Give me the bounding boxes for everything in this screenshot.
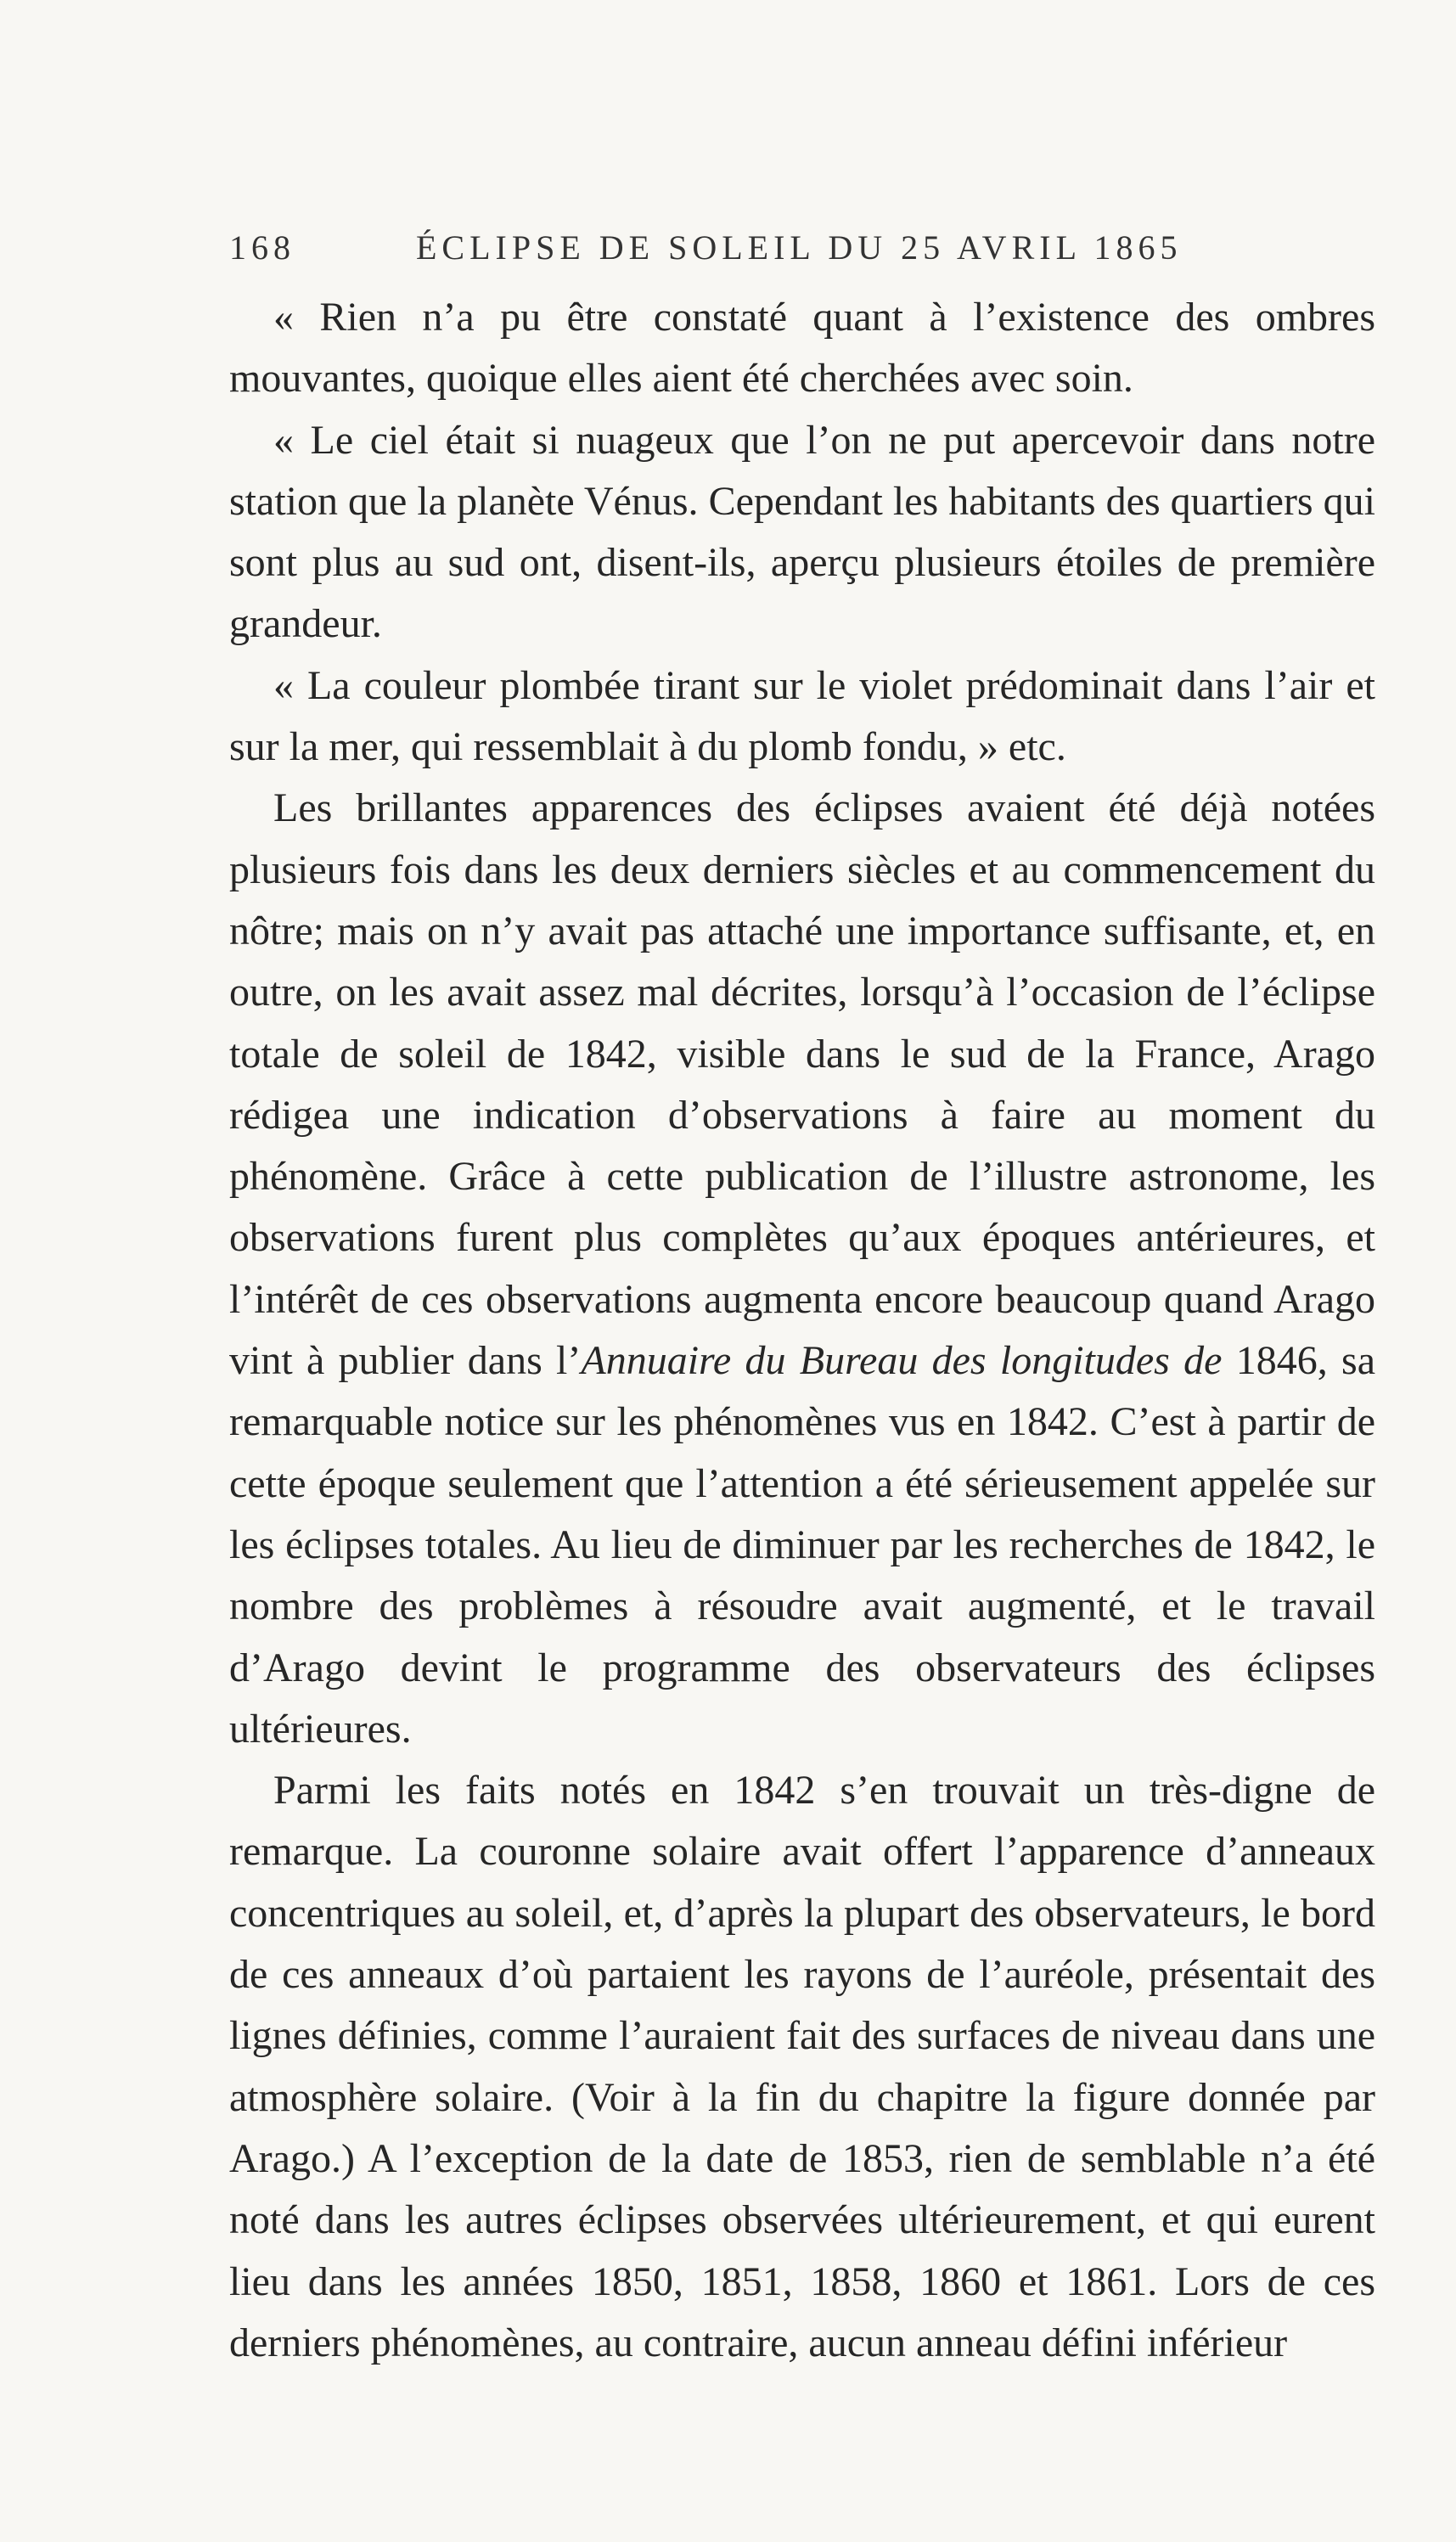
body-text — [229, 287, 1375, 2374]
paragraph-ciel-nuageux: « Le ciel était si nuageux que l’on ne put apercevoir dans notre station que la planète Vénus. Cependant les habitants des quartiers qui sont plus au sud ont, disent-ils, aperçu plusieurs étoiles de première grandeur. — [229, 417, 1375, 647]
paragraph-couleur-plombee: « La couleur plombée tirant sur le violet prédominait dans l’air et sur la mer, qui ressemblait à du plomb fondu, » etc. — [229, 662, 1375, 770]
page-number: 168 — [229, 228, 295, 267]
paragraph-brillantes-apparences — [229, 778, 1375, 1760]
running-head — [229, 228, 1375, 278]
annuaire-title: Annuaire du Bureau des longitudes de — [581, 1338, 1223, 1384]
paragraph-ombres-mouvantes: « Rien n’a pu être constaté quant à l’existence des ombres mouvantes, quoique elles aient été cherchées avec soin. — [229, 295, 1375, 402]
running-title: ÉCLIPSE DE SOLEIL DU 25 AVRIL 1865 — [416, 228, 1183, 267]
paragraph-faits-1842: Parmi les faits notés en 1842 s’en trouvait un très-digne de remarque. La couronne solaire avait offert l’apparence d’anneaux concentriques au soleil, et, d’après la plupart des observateurs, le bord de ces anneaux d’où partaient les rayons de l’auréole, présentait des lignes définies, comme l’auraient fait des surfaces de niveau dans une atmosphère solaire. (Voir à la fin du chapitre la figure donnée par Arago.) A l’exception de la date de 1853, rien de semblable n’a été noté dans les autres éclipses observées ultérieurement, et qui eurent lieu dans les années 1850, 1851, 1858, 1860 et 1861. Lors de ces derniers phénomènes, au contraire, aucun anneau défini inférieur — [229, 1768, 1375, 2365]
paragraph-text-before-title: Les brillantes apparences des éclipses avaient été déjà notées plusieurs fois dans les deux derniers siècles et au commencement du nôtre; mais on n’y avait pas attaché une importance suffisante, et, en outre, on les avait assez mal décrites, lorsqu’à l’occasion de l’éclipse totale de soleil de 1842, visible dans le sud de la France, Arago rédigea une indication d’observations à faire au moment du phénomène. Grâce à cette publication de l’illustre astronome, les observations furent plus complètes qu’aux époques antérieures, et l’intérêt de ces observations augmenta encore beaucoup quand Arago vint à publier dans l’ — [229, 785, 1375, 1384]
paragraph-text-after-title: 1846, sa remarquable notice sur les phénomènes vus en 1842. C’est à partir de cette époque seulement que l’attention a été sérieusement appelée sur les éclipses totales. Au lieu de diminuer par les recherches de 1842, le nombre des problèmes à résoudre avait augmenté, et le travail d’Arago devint le programme des observateurs des éclipses ultérieures. — [229, 1338, 1375, 1752]
